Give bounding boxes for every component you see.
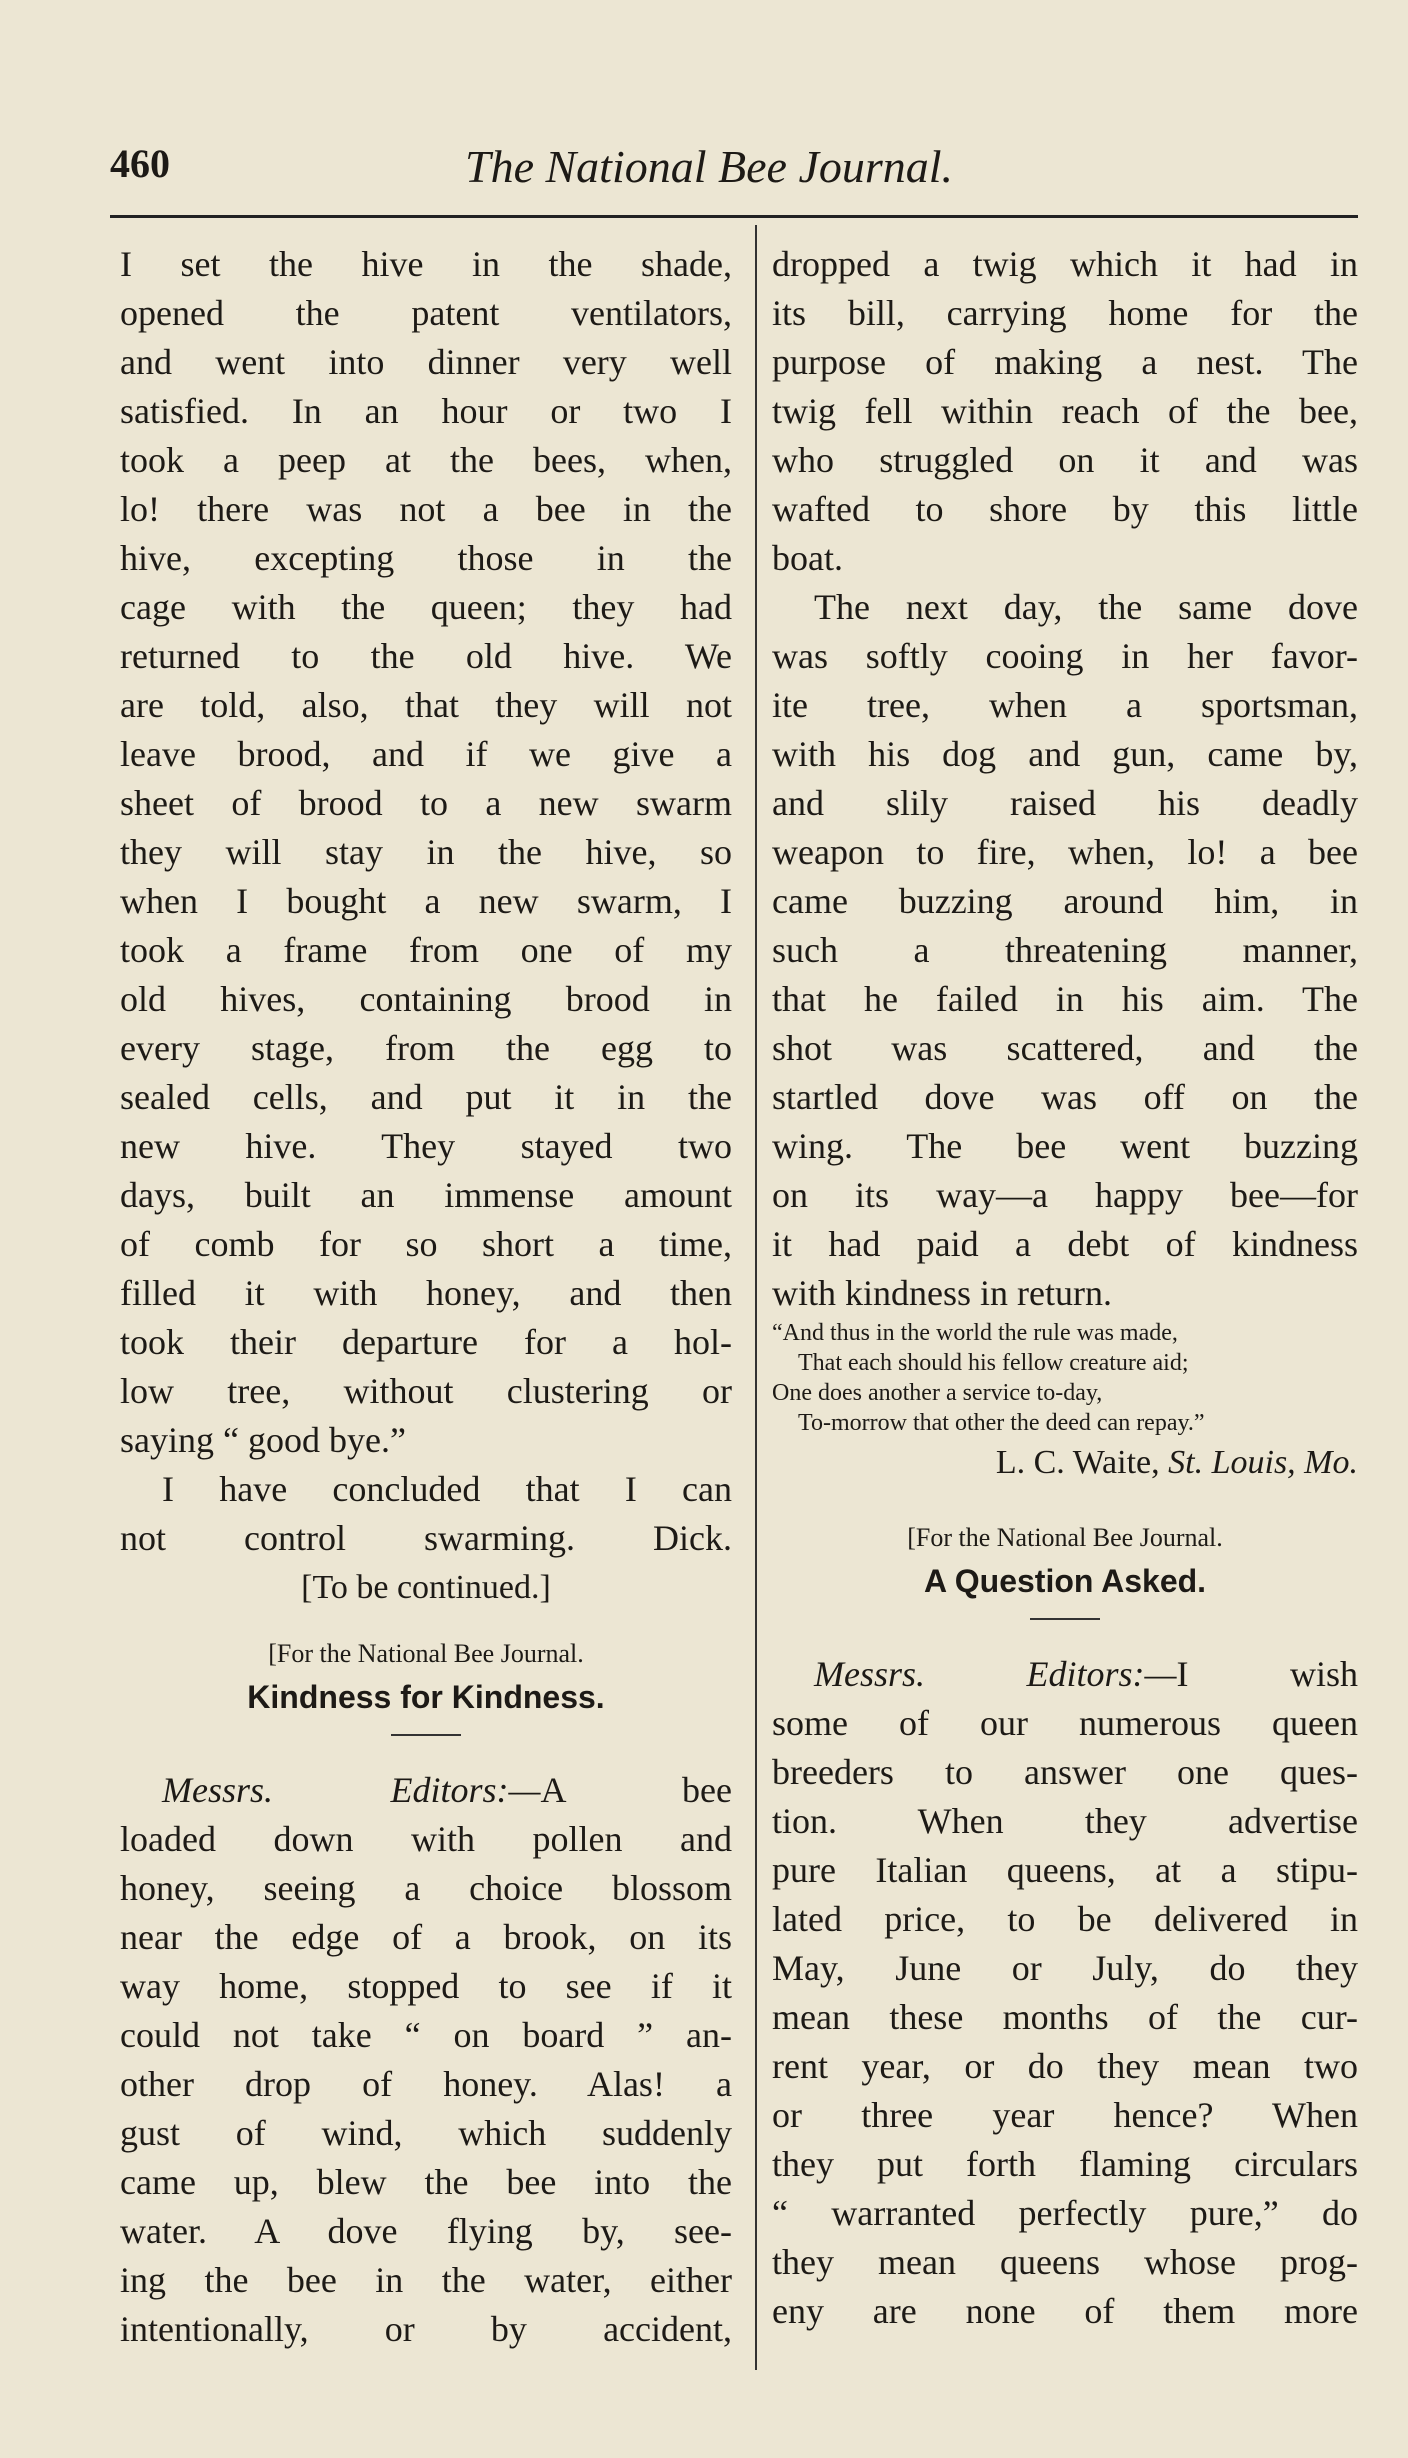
spacer	[772, 1488, 1358, 1518]
article-headline: Kindness for Kindness.	[247, 1679, 605, 1715]
text-line: pure Italian queens, at a stipu-	[772, 1850, 1358, 1890]
text-line: purpose of making a nest. The	[772, 342, 1358, 382]
text-line: they mean queens whose prog-	[772, 2242, 1358, 2282]
poem	[772, 1318, 1358, 1438]
text-line: eny are none of them more	[772, 2291, 1358, 2331]
text-line: that he failed in his aim. The	[772, 979, 1358, 1019]
left-column	[120, 240, 732, 2354]
salutation-rest: A bee	[540, 1770, 732, 1810]
text-line: its bill, carrying home for the	[772, 293, 1358, 333]
text-line: or three year hence? When	[772, 2095, 1358, 2135]
article-headline: A Question Asked.	[923, 1563, 1207, 1599]
text-line: lo! there was not a bee in the	[120, 489, 732, 529]
text-line: rent year, or do they mean two	[772, 2046, 1358, 2086]
text-line: every stage, from the egg to	[120, 1028, 732, 1068]
text-line: with kindness in return.	[772, 1273, 1112, 1313]
text-line: “ warranted perfectly pure,” do	[772, 2193, 1358, 2233]
header-rule	[110, 215, 1358, 218]
text-line: wafted to shore by this little	[772, 489, 1358, 529]
text-line: could not take “ on board ” an-	[120, 2015, 732, 2055]
text-line	[772, 1650, 1358, 1699]
text-line: leave brood, and if we give a	[120, 734, 732, 774]
text-line: wing. The bee went buzzing	[772, 1126, 1358, 1166]
author-signature	[772, 1438, 1358, 1488]
text-line: opened the patent ventilators,	[120, 293, 732, 333]
text-line: boat.	[772, 538, 843, 578]
spacer	[120, 1612, 732, 1634]
text-line: near the edge of a brook, on its	[120, 1917, 732, 1957]
right-column	[772, 240, 1358, 2336]
poem-line: To-morrow that other the deed can repay.”	[798, 1410, 1205, 1436]
text-line: old hives, containing brood in	[120, 979, 732, 1019]
text-line: when I bought a new swarm, I	[120, 881, 732, 921]
text-line: of comb for so short a time,	[120, 1224, 732, 1264]
column-divider	[755, 225, 757, 2370]
text-line: cage with the queen; they had	[120, 587, 732, 627]
text-line: are told, also, that they will not	[120, 685, 732, 725]
text-line: such a threatening manner,	[772, 930, 1358, 970]
text-line: startled dove was off on the	[772, 1077, 1358, 1117]
text-line: took their departure for a hol-	[120, 1322, 732, 1362]
page-header	[110, 140, 1340, 200]
author-name: L. C. Waite,	[995, 1444, 1160, 1481]
text-line: water. A dove flying by, see-	[120, 2211, 732, 2251]
headline-rule	[1030, 1618, 1100, 1620]
text-line: came buzzing around him, in	[772, 881, 1358, 921]
text-line: new hive. They stayed two	[120, 1126, 732, 1166]
text-line: came up, blew the bee into the	[120, 2162, 732, 2202]
text-line: filled it with honey, and then	[120, 1273, 732, 1313]
text-line: they put forth flaming circulars	[772, 2144, 1358, 2184]
journal-title: The National Bee Journal.	[465, 141, 954, 192]
salutation-rest: I wish	[1176, 1654, 1358, 1694]
salutation: Messrs. Editors:—	[162, 1770, 541, 1810]
right-paragraph-2	[772, 583, 1358, 1318]
text-line: not control swarming. Dick.	[120, 1518, 732, 1558]
text-line: sheet of brood to a new swarm	[120, 783, 732, 823]
right-paragraph-1	[772, 240, 1358, 583]
text-line: and went into dinner very well	[120, 342, 732, 382]
text-line: who struggled on it and was	[772, 440, 1358, 480]
text-line: some of our numerous queen	[772, 1703, 1358, 1743]
text-line: mean these months of the cur-	[772, 1997, 1358, 2037]
text-line: twig fell within reach of the bee,	[772, 391, 1358, 431]
article-body-kindness	[120, 1766, 732, 2354]
poem-line: One does another a service to-day,	[772, 1380, 1103, 1406]
left-paragraph-1	[120, 240, 732, 1465]
salutation: Messrs. Editors:—	[814, 1654, 1177, 1694]
poem-line: “And thus in the world the rule was made,	[772, 1320, 1178, 1346]
text-line: May, June or July, do they	[772, 1948, 1358, 1988]
article-credit: [For the National Bee Journal.	[268, 1639, 584, 1668]
page-number: 460	[110, 141, 170, 186]
text-line: ing the bee in the water, either	[120, 2260, 732, 2300]
poem-line: That each should his fellow creature aid;	[798, 1350, 1189, 1376]
text-line: lated price, to be delivered in	[772, 1899, 1358, 1939]
author-place: St. Louis, Mo.	[1168, 1444, 1358, 1481]
text-line: weapon to fire, when, lo! a bee	[772, 832, 1358, 872]
text-line: breeders to answer one ques-	[772, 1752, 1358, 1792]
text-line: they will stay in the hive, so	[120, 832, 732, 872]
article-credit: [For the National Bee Journal.	[907, 1523, 1223, 1552]
continued-note: [To be continued.]	[301, 1569, 551, 1606]
headline-rule	[391, 1734, 461, 1736]
text-line: saying “ good bye.”	[120, 1420, 406, 1460]
text-line	[120, 1766, 732, 1815]
text-line: honey, seeing a choice blossom	[120, 1868, 732, 1908]
text-line: took a peep at the bees, when,	[120, 440, 732, 480]
text-line: took a frame from one of my	[120, 930, 732, 970]
text-line: tion. When they advertise	[772, 1801, 1358, 1841]
text-line: satisfied. In an hour or two I	[120, 391, 732, 431]
text-line: low tree, without clustering or	[120, 1371, 732, 1411]
text-line: sealed cells, and put it in the	[120, 1077, 732, 1117]
text-line: it had paid a debt of kindness	[772, 1224, 1358, 1264]
text-line: on its way—a happy bee—for	[772, 1175, 1358, 1215]
article-body-question	[772, 1650, 1358, 2336]
text-line: and slily raised his deadly	[772, 783, 1358, 823]
text-line: days, built an immense amount	[120, 1175, 732, 1215]
text-line: shot was scattered, and the	[772, 1028, 1358, 1068]
text-line: returned to the old hive. We	[120, 636, 732, 676]
text-line: dropped a twig which it had in	[772, 244, 1358, 284]
left-paragraph-2	[120, 1465, 732, 1563]
text-line: intentionally, or by accident,	[120, 2309, 732, 2349]
text-line: I set the hive in the shade,	[120, 244, 732, 284]
text-line: I have concluded that I can	[162, 1469, 732, 1509]
text-line: The next day, the same dove	[814, 587, 1358, 627]
text-line: was softly cooing in her favor-	[772, 636, 1358, 676]
text-line: gust of wind, which suddenly	[120, 2113, 732, 2153]
text-line: loaded down with pollen and	[120, 1819, 732, 1859]
text-line: ite tree, when a sportsman,	[772, 685, 1358, 725]
text-line: with his dog and gun, came by,	[772, 734, 1358, 774]
text-line: way home, stopped to see if it	[120, 1966, 732, 2006]
text-line: hive, excepting those in the	[120, 538, 732, 578]
text-line: other drop of honey. Alas! a	[120, 2064, 732, 2104]
